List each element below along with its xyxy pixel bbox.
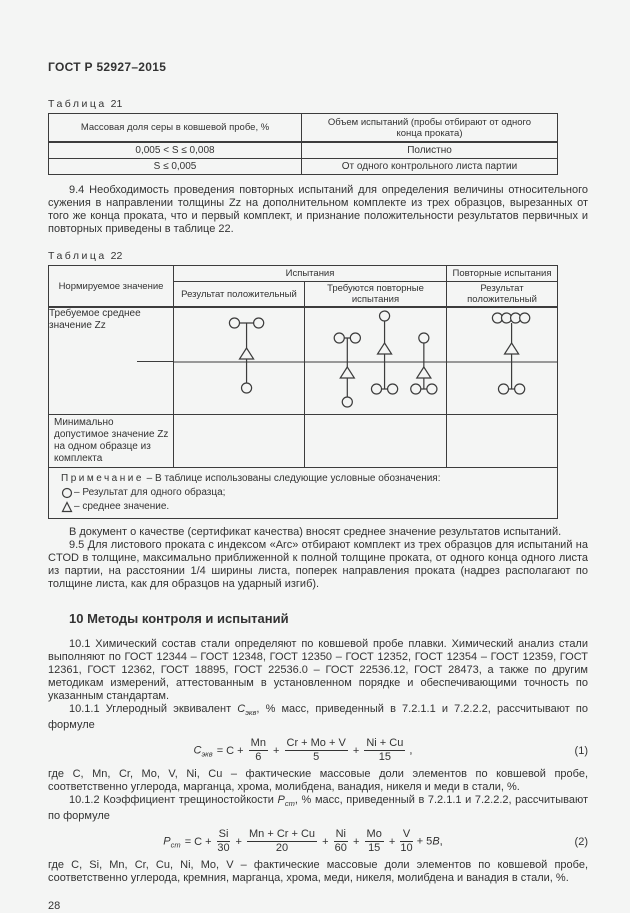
specimen-circle — [388, 384, 398, 394]
formula-lhs-subscript: ст — [170, 840, 181, 850]
legend-circle-text: – Результат для одного образца; — [74, 487, 226, 498]
formula-var-b: В — [432, 835, 440, 848]
paragraph-where-2: где С, Si, Mn, Cr, Cu, Ni, Mo, V – фактические массовые доли элементов по ковшевой пробе, соответственно углерода, кремния, марганца, хрома, меди, никеля, молибдена и ванадия в стали, %. — [48, 859, 588, 885]
mean-triangle — [378, 343, 392, 354]
specimen-circle — [229, 318, 239, 328]
paragraph-text: , % масс, приведенный в 7.2.1.1 и 7.2.2.2, рассчитывают по формуле — [48, 703, 589, 732]
fraction: $\frac{Mo}{15}$ — [366, 828, 382, 855]
table-cell: 0,005 < S ≤ 0,008 — [49, 142, 302, 159]
table-cell: От одного контрольного листа партии — [302, 159, 558, 175]
formula-2-number: (2) — [574, 835, 588, 848]
page-number: 28 — [48, 900, 61, 913]
formula-1 — [48, 737, 588, 764]
formula-text: , — [439, 835, 443, 848]
table-cell: S ≤ 0,005 — [49, 159, 302, 175]
specimen-cluster — [411, 333, 437, 394]
paragraph-9-4: 9.4 Необходимость проведения повторных испытаний для определения величины относительного сужения в направлении толщины Zz на дополнительном комплекте из трех образцов, вырезанных от того же конца проката, что и первый комплект, и признание положительности результатов первичных и повторных приведены в таблице 22. — [48, 184, 588, 235]
table22-subheader-positive2: Результат положительный — [447, 282, 558, 308]
specimen-cluster — [492, 313, 529, 394]
specimen-circle — [380, 311, 390, 321]
mean-triangle — [340, 367, 354, 378]
table22-subheader-retest-needed: Требуются повторные испытания — [305, 282, 447, 308]
paragraph-where-1: где С, Mn, Cr, Mo, V, Ni, Cu – фактические массовые доли элементов по ковшевой пробе, соответственно углерода, марганца, хрома, молибдена, ванадия, никеля и меди в стали, %. — [48, 768, 588, 794]
table22-subheader-positive1: Результат положительный — [174, 282, 305, 308]
specimen-circle — [419, 333, 429, 343]
symbol-subscript: экв — [245, 708, 257, 718]
formula-plus: + — [273, 744, 280, 757]
note-rest: – В таблице использованы следующие условные обозначения: — [146, 473, 441, 484]
mean-triangle — [240, 348, 254, 359]
table-cell: Полистно — [302, 142, 558, 159]
note-title — [61, 472, 549, 485]
legend-circle-line — [61, 486, 549, 499]
table22-header-retests: Повторные испытания — [447, 266, 558, 282]
diagram-retests-positive-cell — [447, 307, 558, 415]
table22-caption — [48, 250, 588, 262]
formula-plus: + — [388, 835, 396, 848]
fraction: $\frac{Mn}{6}$ — [250, 737, 266, 764]
mean-triangle — [417, 367, 431, 378]
table22-header-normalized: Нормируемое значение — [49, 266, 174, 308]
paragraph-text: 10.1.2 Коэффициент трещиностойкости — [69, 794, 278, 807]
table21-header-col1: Массовая доля серы в ковшевой пробе, % — [49, 114, 302, 143]
symbol-c-ekv: С — [237, 703, 246, 715]
fraction: $\frac{Cr + Mo + V}{5}$ — [286, 737, 346, 764]
specimen-cluster — [334, 333, 360, 407]
diagram-tests-positive-cell — [174, 307, 305, 415]
fraction: $\frac{Si}{30}$ — [217, 828, 230, 855]
fraction: $\frac{Ni}{60}$ — [334, 828, 347, 855]
formula-plus: + — [322, 835, 329, 848]
fraction: $\frac{V}{10}$ — [400, 828, 413, 855]
specimen-circle — [350, 333, 360, 343]
specimen-circle — [515, 384, 525, 394]
table21-header-col2: Объем испытаний (пробы отбирают от одного конца проката) — [302, 114, 558, 143]
formula-text: , — [409, 744, 413, 757]
table22 — [48, 265, 558, 519]
formula-text: + 5 — [416, 835, 433, 848]
specimen-circle — [254, 318, 264, 328]
section-10-title: 10 Методы контроля и испытаний — [69, 611, 289, 626]
table21-caption — [48, 98, 588, 110]
formula-1-number: (1) — [574, 744, 588, 757]
diagram-tests-positive — [174, 308, 304, 414]
specimen-circle — [520, 313, 530, 323]
triangle-icon — [61, 501, 73, 513]
fraction: $\frac{Mn + Cr + Cu}{20}$ — [249, 828, 316, 855]
specimen-circle — [371, 384, 381, 394]
mean-triangle — [505, 343, 519, 354]
symbol-subscript: ст — [284, 799, 295, 809]
note-word: Примечание — [61, 473, 144, 484]
legend-triangle-text: – среднее значение. — [74, 501, 170, 512]
formula-2-body — [48, 828, 558, 855]
paragraph-cert: В документ о качестве (сертификат качества) вносят среднее значение результатов испытаний. — [69, 526, 562, 538]
specimen-circle — [242, 383, 252, 393]
empty-cell — [305, 415, 447, 468]
formula-lhs: С — [193, 744, 202, 757]
symbol-p-st: Р — [277, 794, 285, 807]
fraction: $\frac{Ni + Cu}{15}$ — [366, 737, 404, 764]
doc-title: ГОСТ Р 52927–2015 — [48, 60, 167, 74]
specimen-circle — [498, 384, 508, 394]
formula-lhs: Р — [163, 835, 171, 848]
paragraph-10-1-1 — [48, 703, 588, 732]
paragraph-text: , % масс, приведенный в 7.2.1.1 и 7.2.2.2, рассчитывают по формуле — [48, 794, 589, 823]
formula-plus: + — [352, 744, 360, 757]
formula-1-body — [48, 737, 558, 764]
table22-header-tests: Испытания — [174, 266, 447, 282]
table21 — [48, 113, 558, 175]
paragraph-10-1-2 — [48, 794, 588, 823]
table22-row-min-label-cell: Минимально допустимое значение Zz на одном образце из комплекта — [49, 415, 174, 468]
empty-cell — [174, 415, 305, 468]
table22-caption-word: Таблица — [48, 250, 107, 262]
empty-cell — [447, 415, 558, 468]
row-mean-label: Требуемое среднее значение Zz — [49, 308, 141, 331]
specimen-circle — [342, 397, 352, 407]
specimen-circle — [427, 384, 437, 394]
table22-note-cell — [49, 468, 558, 519]
formula-text: = С + — [184, 835, 212, 848]
diagram-retests-positive — [447, 308, 557, 414]
formula-plus: + — [235, 835, 242, 848]
formula-2 — [48, 828, 588, 855]
specimen-circle — [411, 384, 421, 394]
formula-plus: + — [353, 835, 360, 848]
specimen-cluster — [229, 318, 263, 393]
table-row — [49, 142, 558, 159]
table21-caption-num: 21 — [110, 98, 123, 110]
table22-caption-num: 22 — [110, 250, 123, 262]
table22-row-mean-label-cell — [49, 307, 174, 415]
specimen-circle — [334, 333, 344, 343]
specimen-cluster — [371, 311, 397, 394]
formula-lhs-subscript: экв — [201, 749, 213, 759]
paragraph-9-5: 9.5 Для листового проката с индексом «Arc» отбирают комплект из трех образцов для испытаний на CTOD в толщине, максимально приближенной к полной толщине проката, от одного конца одного листа из партии, на расстоянии 1/4 ширины листа, поперек направления проката (надрез располагают по толщине листа, как для образцов на ударный изгиб). — [48, 539, 588, 590]
mean-requirement-line — [137, 361, 173, 362]
legend-triangle-line — [61, 500, 549, 513]
table21-caption-word: Таблица — [48, 98, 107, 110]
diagram-retest-required — [305, 308, 446, 414]
table-row — [49, 159, 558, 175]
paragraph-text: 10.1.1 Углеродный эквивалент — [69, 703, 238, 715]
circle-icon — [61, 487, 73, 499]
formula-text: = С + — [216, 744, 244, 757]
paragraph-10-1: 10.1 Химический состав стали определяют по ковшевой пробе плавки. Химический анализ стали выполняют по ГОСТ 12344 – ГОСТ 12348, ГОСТ 12350 – ГОСТ 12352, ГОСТ 12354 – ГОСТ 12359, ГОСТ 12361, ГОСТ 12362, ГОСТ 18895, ГОСТ 22536.0 – ГОСТ 22536.12, ГОСТ 28473, а также по другим методикам измерений, аттестованным в установленном порядке и обеспечивающими точность по указанным стандартам. — [48, 638, 588, 702]
diagram-retest-required-cell — [305, 307, 447, 415]
